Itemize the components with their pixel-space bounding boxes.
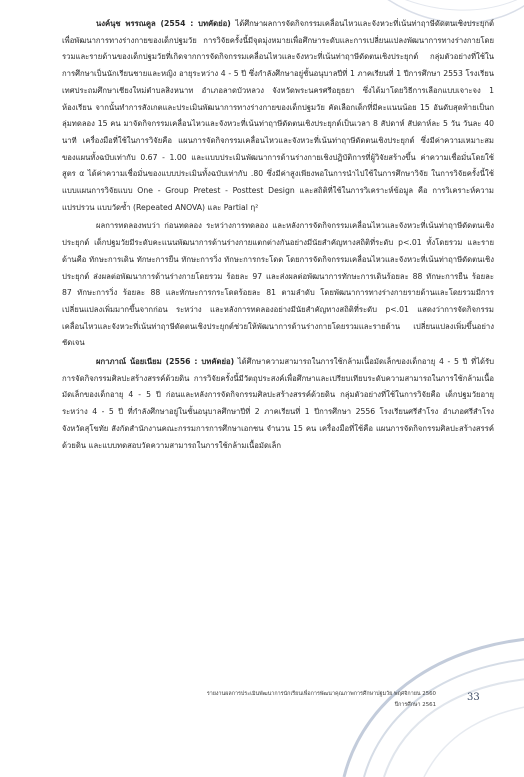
paragraph-nongnuch <box>62 16 494 216</box>
citation-lead: ผกาภาณ์ น้อยเนียม (2556 : บทคัดย่อ) <box>96 357 235 367</box>
page-number: 33 <box>467 692 480 703</box>
citation-lead: นงค์นุช พรรณคูล (2554 : บทคัดย่อ) <box>96 19 231 28</box>
footer-report-title: รายงานผลการประเมินพัฒนาการนักเรียนเพื่อการพัฒนาคุณภาพการศึกษาปฐมวัย พฤศจิกายน 2560 <box>206 691 436 697</box>
footer-academic-year: ปีการศึกษา 2561 <box>394 702 436 708</box>
paragraph-text: ผลการทดลองพบว่า ก่อนทดลอง ระหว่างการทดลอง และหลังการจัดกิจกรรมเคลื่อนไหวและจังหวะที่เน้นท่าฤาษีดัดตนเชิงประยุกต์ เด็กปฐมวัยมีระดับคะแนนพัฒนาการด้านร่างกายแตกต่างกันอย่างมีนัยสำคัญทางสถิติที่ระดับ p<.01 ทั้งโดยรวม และรายด้านคือ ทักษะการเดิน ทักษะการยืน ทักษะการวิ่ง ทักษะการกระโดด โดยการจัดกิจกรรมเคลื่อนไหวและจังหวะที่เน้นท่าฤาษีดัดตนเชิงประยุกต์ ส่งผลต่อพัฒนาการด้านร่างกายโดยรวม ร้อยละ 97 และส่งผลต่อพัฒนาการทักษะการเดินร้อยละ 88 ทักษะการยืน ร้อยละ 87 ทักษะการวิ่ง ร้อยละ 88 และทักษะการกระโดดร้อยละ 81 ตามลำดับ โดยพัฒนาการทางร่างกายรายด้านและโดยรวมมีการเปลี่ยนแปลงเพิ่มมากขึ้นจากก่อน ระหว่าง และหลังการทดลองอย่างมีนัยสำคัญทางสถิติที่ระดับ p<.01 แสดงว่าการจัดกิจกรรมเคลื่อนไหวและจังหวะที่เน้นท่าฤาษีดัดตนเชิงประยุกต์ช่วยให้พัฒนาการด้านร่างกายโดยรวมและรายด้าน เปลี่ยนแปลงเพิ่มขึ้นอย่างชัดเจน <box>62 221 494 348</box>
decorative-swirl-bottom <box>304 577 524 777</box>
paragraph-text: ได้ศึกษาความสามารถในการใช้กล้ามเนื้อมัดเล็กของเด็กอายุ 4 - 5 ปี ที่ได้รับการจัดกิจกรรมศิลปะสร้างสรรค์ด้วยดิน การวิจัยครั้งนี้มีวัตถุประสงค์เพื่อศึกษาและเปรียบเทียบระดับความสามารถในการใช้กล้ามเนื้อมัดเล็กของเด็กอายุ 4 - 5 ปี ก่อนและหลังการจัดกิจกรรมศิลปะสร้างสรรค์ด้วยดิน กลุ่มตัวอย่างที่ใช้ในการวิจัยคือ เด็กปฐมวัยอายุระหว่าง 4 - 5 ปี ที่กำลังศึกษาอยู่ในชั้นอนุบาลศึกษาปีที่ 2 ภาคเรียนที่ 1 ปีการศึกษา 2556 โรงเรียนศรีสำโรง อำเภอศรีสำโรง จังหวัดสุโขทัย สังกัดสำนักงานคณะกรรมการการศึกษาเอกชน จำนวน 15 คน เครื่องมือที่ใช้คือ แผนการจัดกิจกรรมศิลปะสร้างสรรค์ด้วยดิน และแบบทดสอบวัดความสามารถในการใช้กล้ามเนื้อมัดเล็ก <box>62 357 494 450</box>
paragraph-pakaphan <box>62 354 494 454</box>
paragraph-text: ได้ศึกษาผลการจัดกิจกรรมเคลื่อนไหวและจังหวะที่เน้นท่าฤาษีดัดตนเชิงประยุกต์เพื่อพัฒนาการทางร่างกายของเด็กปฐมวัย การวิจัยครั้งนี้มีจุดมุ่งหมายเพื่อศึกษาระดับและการเปลี่ยนแปลงพัฒนาการทางร่างกายโดยรวมและรายด้านของเด็กปฐมวัยที่เกิดจากการจัดกิจกรรมเคลื่อนไหวและจังหวะที่เน้นท่าฤาษีดัดตนเชิงประยุกต์ กลุ่มตัวอย่างที่ใช้ในการศึกษาเป็นนักเรียนชายและหญิง อายุระหว่าง 4 - 5 ปี ซึ่งกำลังศึกษาอยู่ชั้นอนุบาลปีที่ 1 ภาคเรียนที่ 1 ปีการศึกษา 2553 โรงเรียนเทศประถมศึกษาเชียงใหม่ตำบลสิงหนาท อำเภอลาดบัวหลวง จังหวัดพระนครศรีอยุธยา ซึ่งได้มาโดยวิธีการเลือกแบบเจาะจง 1 ห้องเรียน จากนั้นทำการสังเกตและประเมินพัฒนาการทางร่างกายของเด็กปฐมวัย คัดเลือกเด็กที่มีคะแนนน้อย 15 อันดับสุดท้ายเป็นกลุ่มทดลอง 15 คน มาจัดกิจกรรมเคลื่อนไหวและจังหวะที่เน้นท่าฤาษีดัดตนเชิงประยุกต์เป็นเวลา 8 สัปดาห์ สัปดาห์ละ 5 วัน วันละ 40 นาที เครื่องมือที่ใช้ในการวิจัยคือ แผนการจัดกิจกรรมเคลื่อนไหวและจังหวะที่เน้นท่าฤาษีดัดตนเชิงประยุกต์ ซึ่งมีค่าความเหมาะสมของแผนทั้งฉบับเท่ากับ 0.67 - 1.00 และแบบประเมินพัฒนาการด้านร่างกายเชิงปฏิบัติการที่ผู้วิจัยสร้างขึ้น ค่าความเชื่อมั่นโดยใช้สูตร α ได้ค่าความเชื่อมั่นของแบบประเมินทั้งฉบับเท่ากับ .80 ซึ่งมีค่าสูงเพียงพอในการนำไปใช้ในการศึกษาวิจัย ในการวิจัยครั้งนี้ใช้แบบแผนการวิจัยแบบ One - Group Pretest - Posttest Design และสถิติที่ใช้ในการวิเคราะห์ข้อมูล คือ การวิเคราะห์ความแปรปรวน แบบวัดซ้ำ (Repeated ANOVA) และ Partial η² <box>62 19 494 212</box>
page-footer <box>0 690 524 714</box>
document-body <box>62 16 494 454</box>
paragraph-results <box>62 218 494 352</box>
